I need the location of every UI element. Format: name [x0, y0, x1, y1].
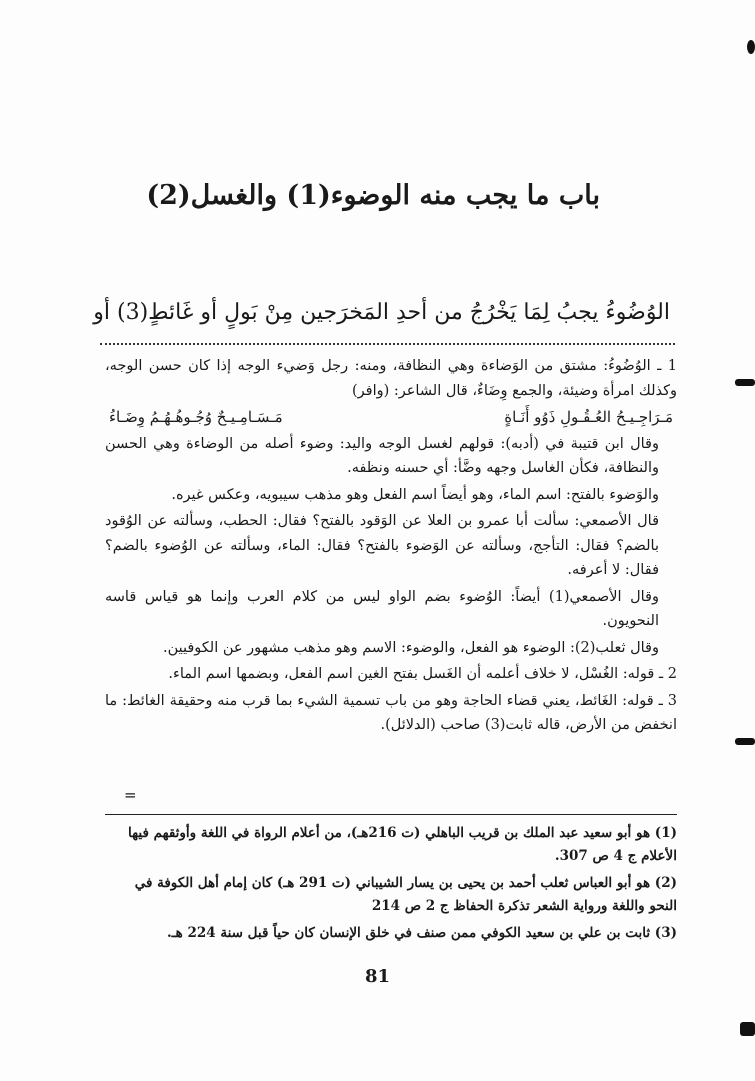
page-number: 81 [364, 966, 391, 987]
commentary-paragraph-7: 2 ـ قوله: الغُسْل، لا خلاف أعلمه أن الغَسل بفتح الغين اسم الفعل، وبضمها اسم الماء. [168, 666, 677, 682]
verse-second-hemistich: مَـسَـامِـيـحٌ وُجُـوهُـهُـمُ وِضَـاءُ [109, 408, 283, 426]
commentary-paragraph-1: 1 ـ الوُضُوءُ: مشتق من الوَضاءة وهي النظافة، ومنه: رجل وَضيء الوجه إذا كان حسن الوجه، وكذلك امرأة وضيئة، والجمع وِضَاءٌ، قال الشاعر: (وافر) [105, 358, 677, 399]
chapter-title: باب ما يجب منه الوضوء(1) والغسل(2) [146, 180, 600, 211]
footnote-3: (3) ثابت بن علي بن سعيد الكوفي ممن صنف في خلق الإنسان كان حياً قبل سنة 224 هـ. [166, 925, 677, 941]
scan-blot-mid-right-1 [735, 379, 755, 386]
footnotes-section [105, 822, 677, 949]
commentary-paragraph-3: والوَضوء بالفتح: اسم الماء، وهو أيضاً اسم الفعل وهو مذهب سيبويه، وعكس غيره. [171, 486, 659, 503]
main-text-line: الوُضُوءُ يجبُ لِمَا يَخْرُجُ من أحدِ المَخرَجين مِنْ بَولٍ أو غَائطٍ(3) أو [93, 300, 670, 325]
footnote-separator [105, 814, 677, 815]
footnote-1: (1) هو أبو سعيد عبد الملك بن قريب الباهلي (ت 216هـ)، من أعلام الرواة في اللغة وأوثقهم فيها الأعلام ج 4 ص 307. [128, 825, 677, 864]
commentary-paragraph-5: وقال الأصمعي(1) أيضاً: الوُضوء بضم الواو ليس من كلام العرب وإنما هو قياس قاسه النحويون. [105, 588, 659, 629]
commentary-section [105, 354, 677, 740]
commentary-paragraph-4: قال الأصمعي: سألت أبا عمرو بن العلا عن الوَقود بالفتح؟ فقال: الحطب، وسألته عن الوُقود بالضم؟ فقال: التأجج، وسألته عن الوَضوء بالفتح؟ فقال: الماء، وسألته عن الوُضوء بالضم؟ فقال: لا أعرفه. [105, 513, 659, 578]
scan-blot-top-right [747, 40, 755, 54]
continuation-mark: = [124, 786, 137, 804]
verse-first-hemistich: مَـرَاجِـيـحُ العُـقُـولِ ذَوُو أَنَـاةٍ [504, 408, 673, 426]
dotted-separator [100, 343, 675, 345]
commentary-paragraph-2: وقال ابن قتيبة في (أدبه): قولهم لغسل الوجه واليد: وضوء أصله من الوضاءة وهي الحسن والنظافة، فكأن الغاسل وجهه وضَّأ: أي حسنه ونظفه. [105, 435, 659, 476]
commentary-paragraph-6: وقال ثعلب(2): الوضوء هو الفعل، والوضوء: الاسم وهو مذهب مشهور عن الكوفيين. [162, 639, 659, 656]
footnote-2: (2) هو أبو العباس ثعلب أحمد بن يحيى بن يسار الشيباني (ت 291 هـ) كان إمام أهل الكوفة في النحو واللغة ورواية الشعر تذكرة الحفاظ ج 2 ص 214 [134, 875, 677, 914]
scan-blot-mid-right-2 [735, 738, 755, 745]
commentary-paragraph-8: 3 ـ قوله: الغَائط، يعني قضاء الحاجة وهو من باب تسمية الشيء بما قرب منه وحقيقة الغائط: ما انخفض من الأرض، قاله ثابت(3) صاحب (الدلائل). [105, 692, 677, 733]
scan-blot-bottom-right [740, 1022, 755, 1036]
poetry-verse [105, 405, 677, 430]
